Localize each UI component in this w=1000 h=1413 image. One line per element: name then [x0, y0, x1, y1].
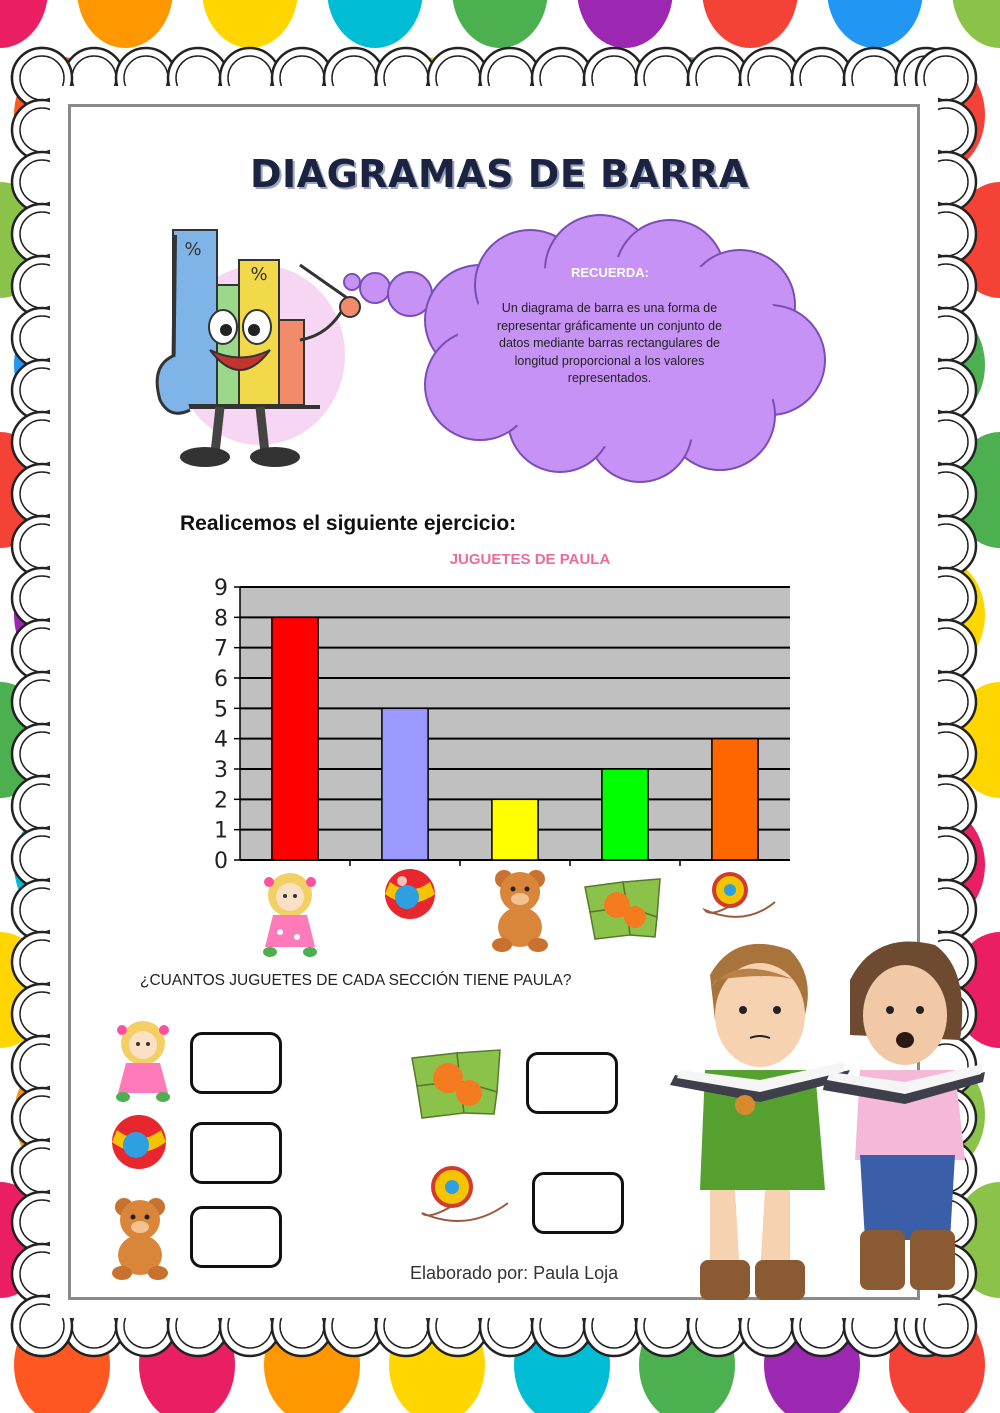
y-tick-label: 2 [214, 788, 228, 814]
answer-box-yoyo[interactable] [532, 1172, 624, 1234]
exercise-question: ¿CUANTOS JUGUETES DE CADA SECCIÓN TIENE PAULA? [140, 972, 572, 989]
y-tick-label: 4 [214, 727, 228, 753]
y-tick-label: 5 [214, 697, 228, 723]
answer-box-puzzle[interactable] [526, 1052, 618, 1114]
page-title: DIAGRAMAS DE BARRA [250, 152, 749, 196]
svg-text:%: % [250, 264, 268, 285]
ball-icon [112, 1115, 166, 1169]
chart-mascot-illustration [145, 225, 365, 475]
exercise-prompt: Realicemos el siguiente ejercicio: [180, 512, 517, 535]
doll-icon [116, 1021, 170, 1102]
svg-text:%: % [184, 239, 202, 260]
y-tick-label: 8 [214, 606, 228, 632]
author-credit: Elaborado por: Paula Loja [410, 1263, 619, 1283]
y-tick-label: 9 [214, 576, 228, 601]
answer-box-teddy-bear[interactable] [190, 1206, 282, 1268]
puzzle-icon [412, 1050, 500, 1118]
exercise-icons [100, 1010, 520, 1290]
y-tick-label: 1 [214, 818, 228, 844]
answer-box-ball[interactable] [190, 1122, 282, 1184]
puzzle-icon [585, 879, 660, 939]
bar-chart [195, 575, 805, 875]
bar-puzzle [602, 769, 648, 860]
answer-box-doll[interactable] [190, 1032, 282, 1094]
chart-title: JUGUETES DE PAULA [449, 551, 611, 568]
y-tick-label: 6 [214, 667, 228, 692]
reminder-heading: RECUERDA: [571, 265, 649, 280]
bar-yoyo [712, 739, 758, 860]
percent-icon [184, 239, 201, 260]
yoyo-icon [705, 874, 775, 917]
bar-teddy-bear [492, 799, 538, 860]
ball-icon [385, 869, 435, 919]
teddy-bear-icon [112, 1198, 168, 1280]
teddy-bear-icon [492, 870, 548, 952]
y-tick-label: 0 [214, 849, 228, 874]
kids-reading-illustration [665, 930, 995, 1310]
percent-icon [250, 264, 267, 285]
yoyo-icon [422, 1168, 508, 1221]
y-tick-label: 7 [214, 636, 228, 662]
bar-doll [272, 617, 318, 860]
bar-chart-definition: Un diagrama de barra es una forma de representar gráficamente un conjunto de datos mediante barras rectangulares de longitud proporcional a los valores representados. [496, 301, 723, 385]
y-tick-label: 3 [214, 758, 228, 783]
doll-icon [263, 873, 317, 957]
bar-ball [382, 708, 428, 860]
